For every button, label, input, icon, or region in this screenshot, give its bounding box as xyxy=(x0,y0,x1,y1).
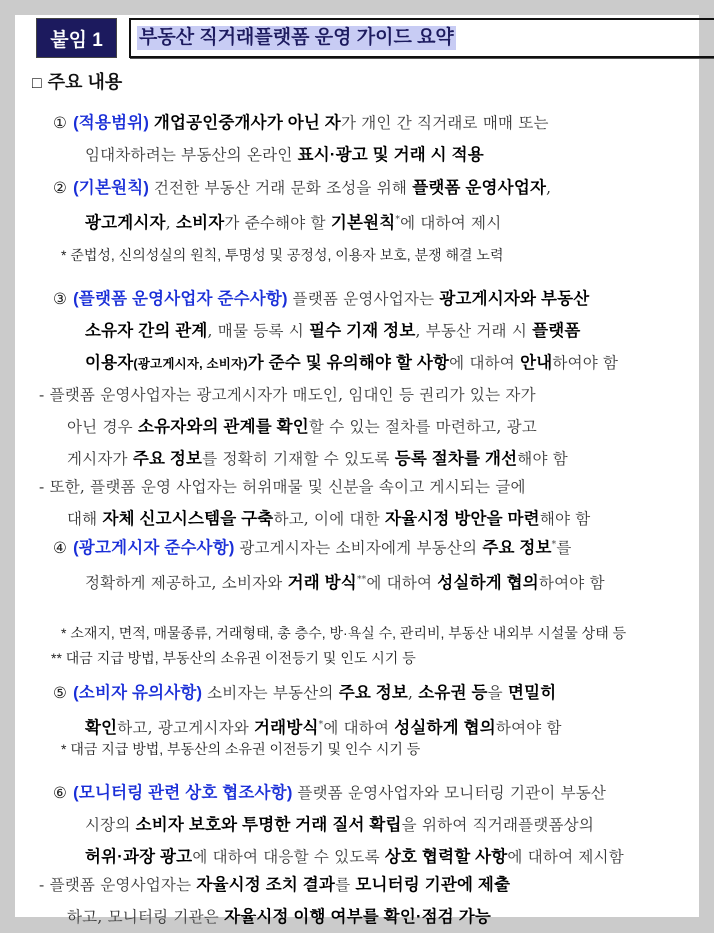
text-line xyxy=(53,107,549,139)
item-number: ③ xyxy=(53,290,68,308)
text-line xyxy=(39,411,568,443)
guideline-item-2 xyxy=(53,172,551,239)
bold-text: 자율시정 방안을 마련 xyxy=(385,510,540,528)
item-number: ① xyxy=(53,114,68,132)
item-category-tag: (소비자 유의사항) xyxy=(73,684,208,702)
text-line xyxy=(39,901,510,933)
bold-text: 상호 협력할 사항 xyxy=(384,848,508,866)
bold-text: 소유권 등 xyxy=(418,684,488,702)
body-text: 소비자는 부동산의 xyxy=(207,684,339,702)
text-line xyxy=(53,172,551,204)
bold-text: 안내 xyxy=(520,354,553,372)
body-text: 하고, 광고게시자와 xyxy=(117,719,255,737)
body-text: 을 xyxy=(487,684,508,702)
item-number: ④ xyxy=(53,539,68,557)
text-line xyxy=(53,529,605,564)
bold-text: 모니터링 기관에 제출 xyxy=(355,876,511,894)
body-text: 건전한 부동산 거래 문화 조성을 위해 xyxy=(153,179,413,197)
footnote: * 소재지, 면적, 매물종류, 거래형태, 총 층수, 방·욕실 수, 관리비, 부동산 내외부 시설물 상태 등 xyxy=(61,625,627,641)
body-text: 에 대하여 제시 xyxy=(400,214,502,232)
text-line xyxy=(53,564,605,599)
body-text: 에 대하여 xyxy=(366,574,438,592)
bold-text: 필수 기재 정보 xyxy=(309,322,416,340)
sub-point xyxy=(39,869,510,933)
item-number: ⑤ xyxy=(53,684,68,702)
body-text: 를 xyxy=(335,876,356,894)
bold-text: 소유자 간의 관계 xyxy=(85,322,208,340)
body-text: 플랫폼 운영사업자는 xyxy=(49,876,197,894)
body-text: 를 xyxy=(556,539,572,557)
body-text: 하고, 모니터링 기관은 xyxy=(67,908,225,926)
bold-text: 플랫폼 운영사업자 xyxy=(412,179,547,197)
item-category-tag: (모니터링 관련 상호 협조사항) xyxy=(73,784,298,802)
body-text: 게시자가 xyxy=(67,450,133,468)
body-text: 해야 함 xyxy=(539,510,591,528)
document-title: 부동산 직거래플랫폼 운영 가이드 요약 xyxy=(139,27,454,48)
document-page xyxy=(15,15,699,926)
text-line xyxy=(39,471,590,503)
guideline-item-1 xyxy=(53,107,549,171)
body-text: 에 대하여 xyxy=(323,719,395,737)
dash-bullet: - xyxy=(39,478,50,496)
bold-text: 플랫폼 xyxy=(532,322,581,340)
body-text: 플랫폼 운영사업자와 모니터링 기관이 부동산 xyxy=(297,784,607,802)
footnote: ** 대금 지급 방법, 부동산의 소유권 이전등기 및 인도 시기 등 xyxy=(51,650,416,666)
sub-point xyxy=(39,379,568,475)
item-category-tag: (적용범위) xyxy=(73,114,154,132)
bold-text: 성실하게 협의 xyxy=(394,719,496,737)
footnote: * 대금 지급 방법, 부동산의 소유권 이전등기 및 인수 시기 등 xyxy=(61,741,421,757)
body-text: , xyxy=(165,214,176,232)
footnote-marker: * xyxy=(395,215,401,225)
bold-text: 소비자 보호와 투명한 거래 질서 확립 xyxy=(135,816,402,834)
body-text: 플랫폼 운영사업자는 xyxy=(292,290,440,308)
bold-text: 거래 방식 xyxy=(287,574,357,592)
bold-text: 이용자 xyxy=(85,354,134,372)
sub-point xyxy=(39,471,590,535)
body-text: 하여야 함 xyxy=(538,574,605,592)
item-category-tag: (광고게시자 준수사항) xyxy=(73,539,240,557)
guideline-item-3 xyxy=(53,283,618,380)
bold-text: 광고게시자 xyxy=(85,214,166,232)
bold-text: 소비자 xyxy=(175,214,225,232)
body-text: 하고, 이에 대한 xyxy=(273,510,385,528)
text-line xyxy=(53,139,549,171)
body-text: 임대차하려는 부동산의 온라인 xyxy=(85,146,298,164)
section-heading xyxy=(32,68,122,94)
body-text: , 매물 등록 시 xyxy=(207,322,310,340)
title-row xyxy=(36,18,714,58)
text-line xyxy=(53,347,618,380)
body-text: 또한, 플랫폼 운영 사업자는 허위매물 및 신분을 속이고 게시되는 글에 xyxy=(49,478,526,496)
title-box xyxy=(129,18,714,58)
bold-text: 자율시정 이행 여부를 확인·점검 가능 xyxy=(224,908,491,926)
text-line xyxy=(53,204,551,239)
body-text: 가 개인 간 직거래로 매매 또는 xyxy=(340,114,549,132)
section-title: 주요 내용 xyxy=(47,72,123,92)
bold-text: 가 준수 및 유의해야 할 사항 xyxy=(247,354,450,372)
body-text: 광고게시자는 소비자에게 부동산의 xyxy=(239,539,483,557)
guideline-item-5 xyxy=(53,677,562,744)
body-text: 가 준수해야 할 xyxy=(224,214,331,232)
dash-bullet: - xyxy=(39,876,50,894)
text-line xyxy=(39,379,568,411)
item-number: ⑥ xyxy=(53,784,68,802)
bold-text: 확인 xyxy=(85,719,118,737)
footnote-marker: * xyxy=(318,720,324,730)
body-text: , 부동산 거래 시 xyxy=(415,322,533,340)
item-category-tag: (플랫폼 운영사업자 준수사항) xyxy=(73,290,293,308)
bold-text: 개업공인중개사가 아닌 자 xyxy=(153,114,341,132)
body-text: , xyxy=(408,684,419,702)
item-category-tag: (기본원칙) xyxy=(73,179,154,197)
bold-text: 면밀히 xyxy=(507,684,557,702)
guideline-item-4 xyxy=(53,529,605,599)
text-line xyxy=(53,809,624,841)
text-line xyxy=(53,777,624,809)
body-text: 를 정확히 기재할 수 있도록 xyxy=(202,450,395,468)
footnote-marker: * xyxy=(551,540,557,550)
bold-text: 주요 정보 xyxy=(132,450,203,468)
text-line xyxy=(53,283,618,315)
body-text: 에 대하여 xyxy=(449,354,521,372)
bold-text: 표시·광고 및 거래 시 적용 xyxy=(297,146,484,164)
bold-text: 주요 정보 xyxy=(338,684,409,702)
item-number: ② xyxy=(53,179,68,197)
body-text: 시장의 xyxy=(85,816,136,834)
text-line xyxy=(53,315,618,347)
bold-text: 거래방식 xyxy=(254,719,319,737)
bold-text: 소유자와의 관계를 확인 xyxy=(137,418,309,436)
dash-bullet: - xyxy=(39,386,50,404)
body-text: 에 대하여 대응할 수 있도록 xyxy=(192,848,385,866)
bold-text: 기본원칙 xyxy=(330,214,396,232)
footnote: * 준법성, 신의성실의 원칙, 투명성 및 공정성, 이용자 보호, 분쟁 해결 노력 xyxy=(61,247,504,263)
text-line xyxy=(39,869,510,901)
bold-text: 등록 절차를 개선 xyxy=(394,450,518,468)
body-text: 대해 xyxy=(67,510,103,528)
checkbox-bullet-icon: □ xyxy=(32,75,42,92)
bold-text: 성실하게 협의 xyxy=(437,574,539,592)
body-text: 에 대하여 제시함 xyxy=(507,848,624,866)
bold-text: 광고게시자와 부동산 xyxy=(439,290,590,308)
bold-text: 허위·과장 광고 xyxy=(85,848,193,866)
footnote-marker: ** xyxy=(356,575,367,585)
body-text: 하여야 함 xyxy=(552,354,619,372)
body-text: 아닌 경우 xyxy=(67,418,138,436)
text-line xyxy=(53,677,562,709)
body-text: 해야 함 xyxy=(517,450,568,468)
bold-text: 자체 신고시스템을 구축 xyxy=(102,510,274,528)
body-text: 하여야 함 xyxy=(495,719,562,737)
bold-text: 자율시정 조치 결과 xyxy=(196,876,336,894)
body-text: 할 수 있는 절차를 마련하고, 광고 xyxy=(308,418,537,436)
bold-small-text: (광고게시자, 소비자) xyxy=(133,357,248,371)
body-text: 플랫폼 운영사업자는 광고게시자가 매도인, 임대인 등 권리가 있는 자가 xyxy=(49,386,536,404)
guideline-item-6 xyxy=(53,777,624,873)
body-text: 정확하게 제공하고, 소비자와 xyxy=(85,574,288,592)
body-text: , xyxy=(546,179,552,197)
body-text: 을 위하여 직거래플랫폼상의 xyxy=(401,816,595,834)
bold-text: 주요 정보 xyxy=(482,539,552,557)
attachment-badge: 붙임 1 xyxy=(36,18,117,58)
